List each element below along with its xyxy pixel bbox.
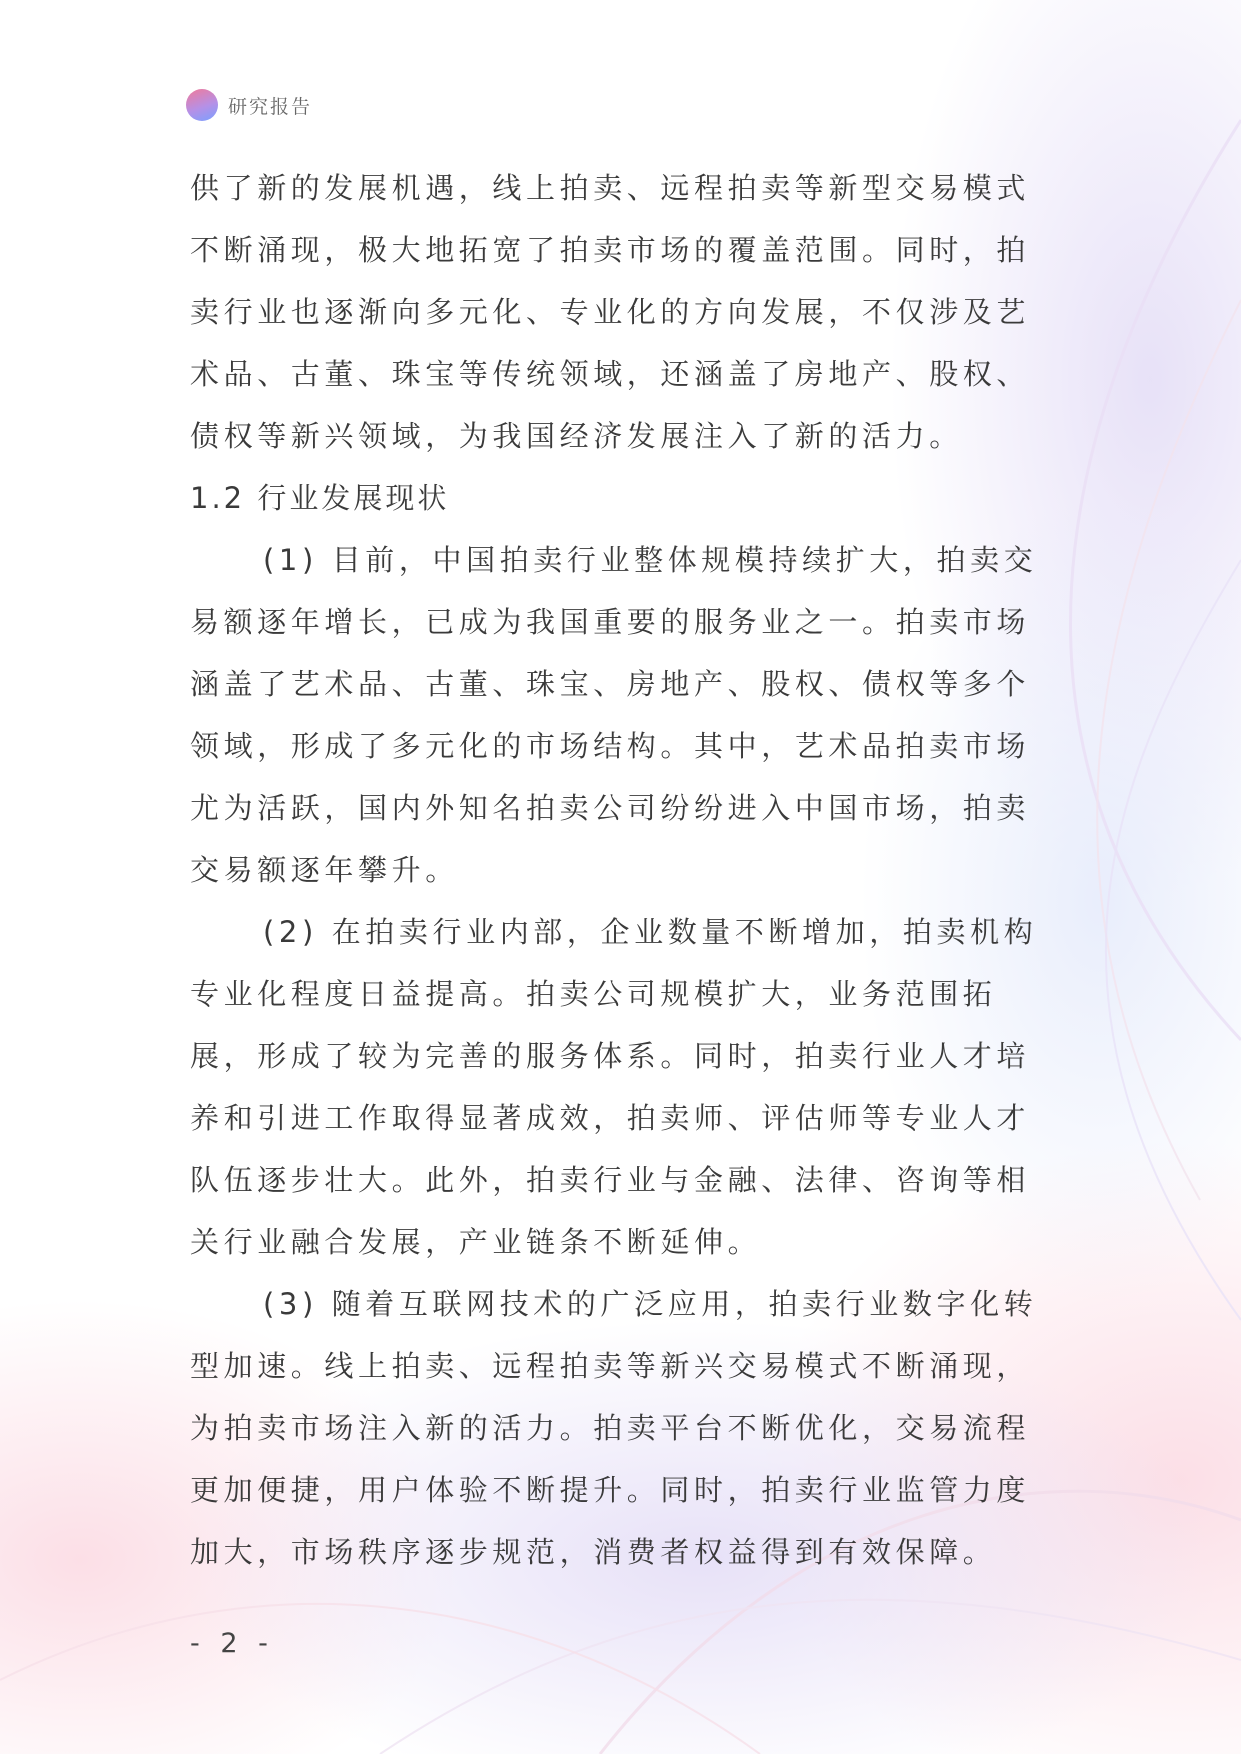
page-number: - 2 - <box>190 1628 274 1659</box>
report-header <box>186 88 312 122</box>
paragraph-1: (1) 目前，中国拍卖行业整体规模持续扩大，拍卖交易额逐年增长，已成为我国重要的服务业之一。拍卖市场涵盖了艺术品、古董、珠宝、房地产、股权、债权等多个领域，形成了多元化的市场结构。其中，艺术品拍卖市场尤为活跃，国内外知名拍卖公司纷纷进入中国市场，拍卖交易额逐年攀升。 <box>190 543 1038 887</box>
section-heading: 1.2 行业发展现状 <box>190 481 450 515</box>
header-title: 研究报告 <box>228 95 313 118</box>
document-body <box>190 157 1060 1583</box>
paragraph-intro: 供了新的发展机遇，线上拍卖、远程拍卖等新型交易模式不断涌现，极大地拓宽了拍卖市场的覆盖范围。同时，拍卖行业也逐渐向多元化、专业化的方向发展，不仅涉及艺术品、古董、珠宝等传统领域，还涵盖了房地产、股权、债权等新兴领域，为我国经济发展注入了新的活力。 <box>190 171 1031 453</box>
paragraph-3: (3) 随着互联网技术的广泛应用，拍卖行业数字化转型加速。线上拍卖、远程拍卖等新兴交易模式不断涌现，为拍卖市场注入新的活力。拍卖平台不断优化，交易流程更加便捷，用户体验不断提升。同时，拍卖行业监管力度加大，市场秩序逐步规范，消费者权益得到有效保障。 <box>190 1287 1038 1569</box>
report-logo-icon <box>186 89 218 121</box>
paragraph-2: (2) 在拍卖行业内部，企业数量不断增加，拍卖机构专业化程度日益提高。拍卖公司规模扩大，业务范围拓展，形成了较为完善的服务体系。同时，拍卖行业人才培养和引进工作取得显著成效，拍卖师、评估师等专业人才队伍逐步壮大。此外，拍卖行业与金融、法律、咨询等相关行业融合发展，产业链条不断延伸。 <box>190 915 1038 1259</box>
